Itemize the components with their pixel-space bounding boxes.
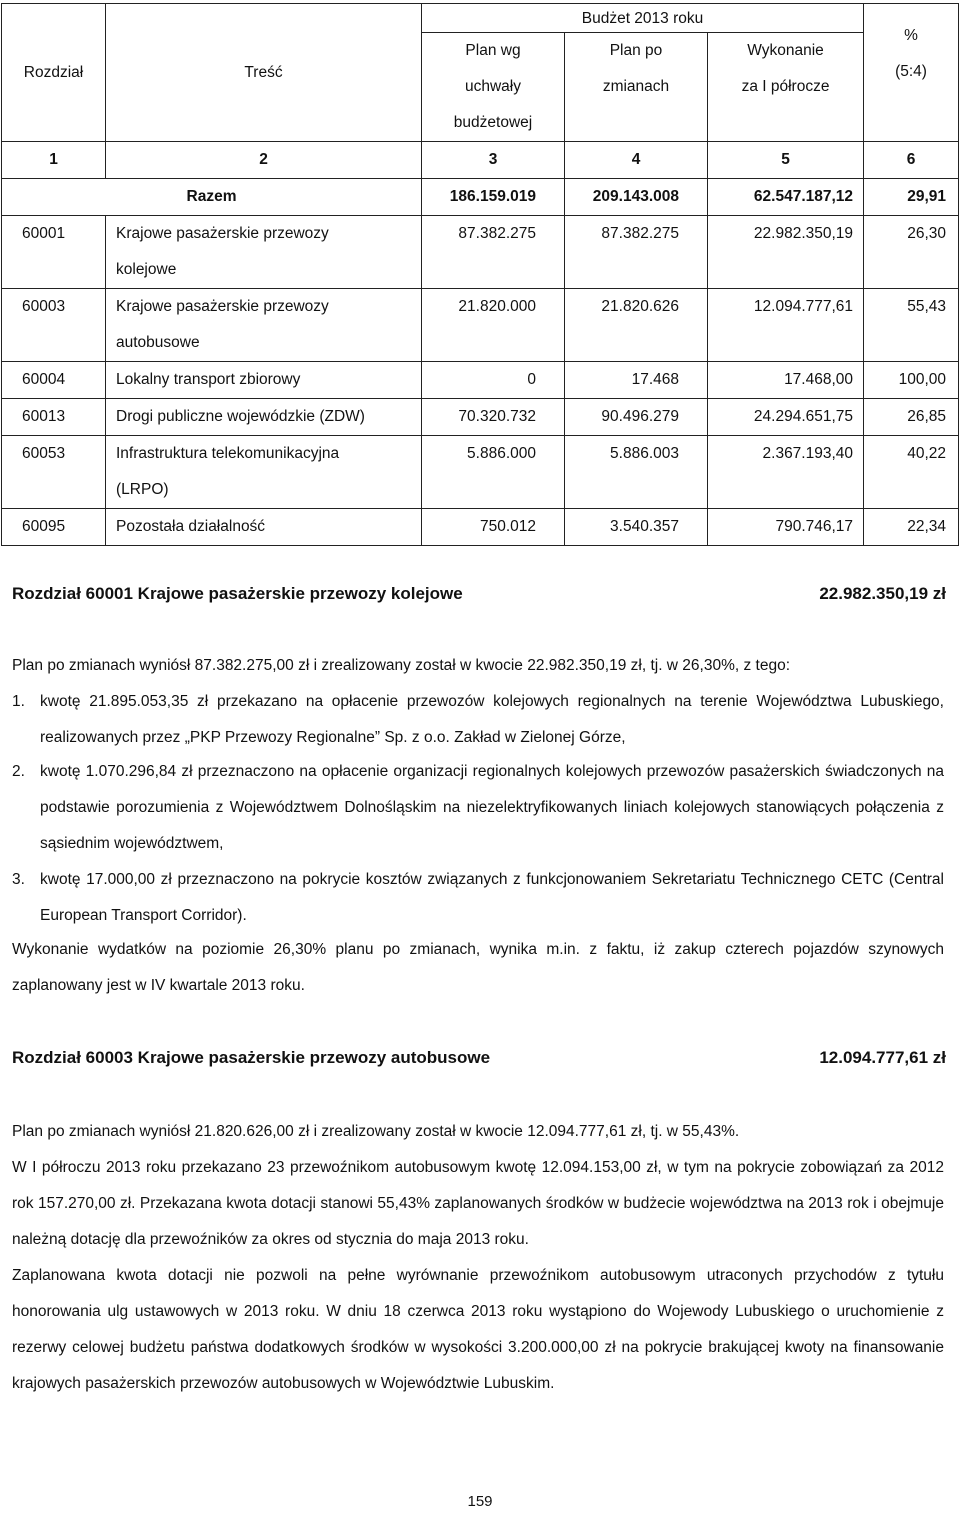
row-plan-zm: 90.496.279 (565, 399, 708, 436)
section-2-title: Rozdział 60003 Krajowe pasażerskie przewozy autobusowe (12, 1048, 491, 1067)
row-wyk: 790.746,17 (708, 509, 864, 546)
table-row (2, 216, 959, 289)
row-pct: 26,30 (864, 216, 959, 289)
section-2-heading (12, 1048, 946, 1068)
total-plan: 186.159.019 (422, 179, 565, 216)
row-text: Pozostała działalność (106, 509, 422, 546)
row-plan: 87.382.275 (422, 216, 565, 289)
header-plan-zmian-l2: zmianach (602, 78, 670, 95)
table-row (2, 399, 959, 436)
header-budzet: Budżet 2013 roku (422, 4, 864, 33)
row-plan-zm: 3.540.357 (565, 509, 708, 546)
list-item-text: kwotę 21.895.053,35 zł przekazano na opłacenie przewozów kolejowych regionalnych na terenie Województwa Lubuskiego, realizowanych przez „PKP Przewozy Regionalne” Sp. z o.o. Zakład w Zielonej Górze, (40, 693, 944, 746)
total-pct: 29,91 (864, 179, 959, 216)
section-1-intro: Plan po zmianach wyniósł 87.382.275,00 zł i zrealizowany został w kwocie 22.982.350,19 zł, tj. w 26,30%, z tego: (12, 657, 791, 674)
header-plan-zmian-l1: Plan po (609, 42, 663, 59)
header-wykonanie (708, 33, 864, 142)
page-number: 159 (467, 1493, 493, 1510)
row-plan-zm: 5.886.003 (565, 436, 708, 509)
row-text-line2: (LRPO) (116, 481, 169, 498)
table-row (2, 362, 959, 399)
row-pct: 100,00 (864, 362, 959, 399)
section-1-amount: 22.982.350,19 zł (819, 584, 946, 603)
list-item (12, 684, 944, 756)
row-code: 60003 (2, 289, 106, 362)
header-pct-l1: % (904, 27, 918, 44)
row-text: Lokalny transport zbiorowy (106, 362, 422, 399)
table-row (2, 509, 959, 546)
list-item-number: 2. (12, 763, 25, 780)
row-pct: 40,22 (864, 436, 959, 509)
header-plan-uchwaly-l2: uchwały (465, 78, 521, 95)
header-plan-uchwaly-l3: budżetowej (453, 114, 533, 131)
list-item-number: 1. (12, 693, 25, 710)
row-text-line2: kolejowe (116, 261, 177, 278)
header-rozdzial: Rozdział (2, 4, 106, 142)
row-pct: 22,34 (864, 509, 959, 546)
header-pct (864, 4, 959, 142)
row-plan-zm: 17.468 (565, 362, 708, 399)
section-1-summary: Wykonanie wydatków na poziomie 26,30% planu po zmianach, wynika m.in. z faktu, iż zakup czterech pojazdów szynowych zaplanowany jest w IV kwartale 2013 roku. (12, 941, 944, 994)
row-wyk: 2.367.193,40 (708, 436, 864, 509)
header-plan-uchwaly-l1: Plan wg (465, 42, 521, 59)
section-1-title: Rozdział 60001 Krajowe pasażerskie przewozy kolejowe (12, 584, 463, 603)
list-item-text: kwotę 1.070.296,84 zł przeznaczono na opłacenie organizacji regionalnych kolejowych przewozów pasażerskich świadczonych na podstawie porozumienia z Województwem Dolnośląskim na niezelektryfikowanych liniach kolejowych stanowiących połączenia z sąsiednim województwem, (40, 763, 944, 852)
row-code: 60004 (2, 362, 106, 399)
header-wykonanie-l2: za I półrocze (741, 78, 830, 95)
table-row (2, 436, 959, 509)
row-plan: 21.820.000 (422, 289, 565, 362)
row-text-line1: Infrastruktura telekomunikacyjna (116, 445, 340, 462)
row-pct: 26,85 (864, 399, 959, 436)
row-text-line1: Krajowe pasażerskie przewozy (116, 225, 329, 242)
header-plan-zmian (565, 33, 708, 142)
row-code: 60053 (2, 436, 106, 509)
section-2-amount: 12.094.777,61 zł (819, 1048, 946, 1067)
col-number: 1 (2, 142, 106, 179)
row-text (106, 436, 422, 509)
col-number: 3 (422, 142, 565, 179)
row-wyk: 17.468,00 (708, 362, 864, 399)
row-text (106, 216, 422, 289)
header-wykonanie-l1: Wykonanie (747, 42, 824, 59)
header-plan-uchwaly (422, 33, 565, 142)
col-number: 4 (565, 142, 708, 179)
total-plan-zm: 209.143.008 (565, 179, 708, 216)
row-plan: 0 (422, 362, 565, 399)
list-item-number: 3. (12, 871, 25, 888)
total-row (2, 179, 959, 216)
row-text: Drogi publiczne wojewódzkie (ZDW) (106, 399, 422, 436)
list-item-text: kwotę 17.000,00 zł przeznaczono na pokrycie kosztów związanych z funkcjonowaniem Sekretariatu Technicznego CETC (Central European Transport Corridor). (40, 871, 944, 924)
row-wyk: 24.294.651,75 (708, 399, 864, 436)
section-1-heading (12, 584, 946, 604)
row-plan: 70.320.732 (422, 399, 565, 436)
row-text-line2: autobusowe (116, 334, 200, 351)
row-wyk: 12.094.777,61 (708, 289, 864, 362)
total-label: Razem (2, 179, 422, 216)
section-2-intro: Plan po zmianach wyniósł 21.820.626,00 zł i zrealizowany został w kwocie 12.094.777,61 zł, tj. w 55,43%. (12, 1123, 740, 1140)
row-wyk: 22.982.350,19 (708, 216, 864, 289)
row-plan: 750.012 (422, 509, 565, 546)
table-row (2, 289, 959, 362)
total-wyk: 62.547.187,12 (708, 179, 864, 216)
header-tresc: Treść (106, 4, 422, 142)
budget-table (1, 3, 959, 546)
col-number: 6 (864, 142, 959, 179)
section-2-para-2: W I półroczu 2013 roku przekazano 23 przewoźnikom autobusowym kwotę 12.094.153,00 zł, w tym na pokrycie zobowiązań za 2012 rok 157.270,00 zł. Przekazana kwota dotacji stanowi 55,43% zaplanowanych środków w budżecie województwa na 2013 rok i obejmuje należną dotację dla przewoźników za okres od stycznia do maja 2013 roku. (12, 1159, 944, 1248)
row-plan: 5.886.000 (422, 436, 565, 509)
col-number-row (2, 142, 959, 179)
header-pct-l2: (5:4) (895, 63, 927, 80)
row-code: 60013 (2, 399, 106, 436)
list-item (12, 862, 944, 934)
row-pct: 55,43 (864, 289, 959, 362)
section-2-para-3: Zaplanowana kwota dotacji nie pozwoli na pełne wyrównanie przewoźnikom autobusowym utraconych przychodów z tytułu honorowania ulg ustawowych w 2013 roku. W dniu 18 czerwca 2013 roku wystąpiono do Wojewody Lubuskiego o uruchomienie z rezerwy celowej budżetu państwa dodatkowych środków w wysokości 3.200.000,00 zł na pokrycie brakującej kwoty na finansowanie krajowych pasażerskich przewozów autobusowych w Województwie Lubuskim. (12, 1267, 944, 1392)
list-item (12, 754, 944, 862)
row-plan-zm: 21.820.626 (565, 289, 708, 362)
col-number: 5 (708, 142, 864, 179)
row-text-line1: Krajowe pasażerskie przewozy (116, 298, 329, 315)
row-text (106, 289, 422, 362)
row-plan-zm: 87.382.275 (565, 216, 708, 289)
col-number: 2 (106, 142, 422, 179)
row-code: 60001 (2, 216, 106, 289)
header-row-1 (2, 4, 959, 33)
row-code: 60095 (2, 509, 106, 546)
